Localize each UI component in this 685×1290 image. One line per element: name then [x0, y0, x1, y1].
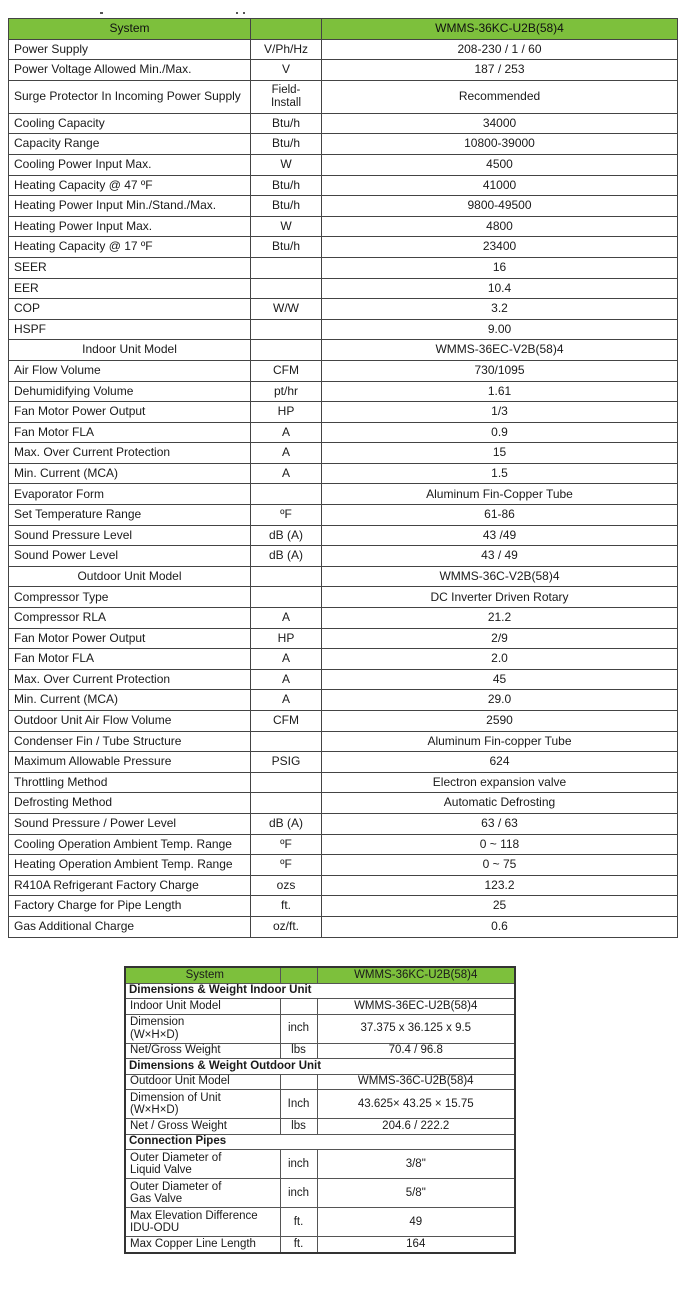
row-value: WMMS-36C-U2B(58)4 — [317, 1074, 515, 1090]
row-unit: PSIG — [251, 752, 322, 773]
table-row — [9, 463, 678, 484]
table-row — [9, 649, 678, 670]
row-value: 1.61 — [322, 381, 678, 402]
row-unit: A — [251, 443, 322, 464]
row-unit: ft. — [280, 1237, 317, 1253]
row-unit: ft. — [280, 1208, 317, 1237]
table-row — [9, 422, 678, 443]
row-unit — [251, 587, 322, 608]
row-value: WMMS-36C-V2B(58)4 — [322, 566, 678, 587]
row-value: 0.6 — [322, 916, 678, 937]
row-unit — [280, 999, 317, 1015]
row-unit: CFM — [251, 711, 322, 732]
row-unit: V — [251, 60, 322, 81]
table-row — [9, 257, 678, 278]
scan-mark — [243, 12, 245, 14]
row-label: Evaporator Form — [9, 484, 251, 505]
row-unit: ºF — [251, 505, 322, 526]
row-label: Heating Power Input Max. — [9, 216, 251, 237]
row-unit — [280, 1074, 317, 1090]
row-label: Max. Over Current Protection — [9, 669, 251, 690]
row-value: 61-86 — [322, 505, 678, 526]
row-unit: Btu/h — [251, 134, 322, 155]
row-label: Dimension of Unit (W×H×D) — [125, 1090, 280, 1119]
header-value: WMMS-36KC-U2B(58)4 — [317, 967, 515, 983]
dimensions-table-body — [125, 967, 515, 1253]
table-row — [125, 1074, 515, 1090]
row-value: 187 / 253 — [322, 60, 678, 81]
row-label: Dimension (W×H×D) — [125, 1014, 280, 1043]
row-unit — [251, 319, 322, 340]
row-value: 2590 — [322, 711, 678, 732]
row-label: Throttling Method — [9, 772, 251, 793]
table-row — [9, 216, 678, 237]
table-row — [9, 628, 678, 649]
specifications-table-body — [9, 19, 678, 938]
table-row — [9, 237, 678, 258]
row-value: WMMS-36EC-U2B(58)4 — [317, 999, 515, 1015]
row-value: 3/8" — [317, 1150, 515, 1179]
section-heading: Connection Pipes — [125, 1134, 515, 1150]
table-row — [9, 855, 678, 876]
row-unit: A — [251, 608, 322, 629]
row-unit: oz/ft. — [251, 916, 322, 937]
row-value: 164 — [317, 1237, 515, 1253]
table-row — [9, 60, 678, 81]
row-label: EER — [9, 278, 251, 299]
row-unit — [251, 772, 322, 793]
row-value: 2/9 — [322, 628, 678, 649]
row-label: Fan Motor Power Output — [9, 628, 251, 649]
row-label: Heating Operation Ambient Temp. Range — [9, 855, 251, 876]
header-value: WMMS-36KC-U2B(58)4 — [322, 19, 678, 40]
table-row — [9, 731, 678, 752]
table-row — [9, 669, 678, 690]
table-row — [9, 896, 678, 917]
row-label: Outdoor Unit Air Flow Volume — [9, 711, 251, 732]
row-label: Capacity Range — [9, 134, 251, 155]
row-value: Aluminum Fin-copper Tube — [322, 731, 678, 752]
row-value: 63 / 63 — [322, 813, 678, 834]
section-heading: Dimensions & Weight Outdoor Unit — [125, 1059, 515, 1075]
row-label: Indoor Unit Model — [125, 999, 280, 1015]
section-heading-row — [125, 1134, 515, 1150]
row-unit: HP — [251, 402, 322, 423]
table-row — [9, 587, 678, 608]
table-row — [125, 1043, 515, 1059]
row-value: 15 — [322, 443, 678, 464]
section-heading-row — [125, 983, 515, 999]
section-row — [9, 340, 678, 361]
row-label: Indoor Unit Model — [9, 340, 251, 361]
row-label: Cooling Operation Ambient Temp. Range — [9, 834, 251, 855]
row-unit: W/W — [251, 299, 322, 320]
row-label: Compressor Type — [9, 587, 251, 608]
row-label: Heating Capacity @ 17 ºF — [9, 237, 251, 258]
row-label: R410A Refrigerant Factory Charge — [9, 875, 251, 896]
row-label: Power Voltage Allowed Min./Max. — [9, 60, 251, 81]
row-label: Factory Charge for Pipe Length — [9, 896, 251, 917]
row-label: Max. Over Current Protection — [9, 443, 251, 464]
row-unit: pt/hr — [251, 381, 322, 402]
row-value: 49 — [317, 1208, 515, 1237]
row-value: 4500 — [322, 154, 678, 175]
table-row — [9, 113, 678, 134]
row-value: Aluminum Fin-Copper Tube — [322, 484, 678, 505]
row-value: 45 — [322, 669, 678, 690]
table-row — [9, 39, 678, 60]
table-row — [9, 608, 678, 629]
row-unit: dB (A) — [251, 525, 322, 546]
row-label: Outer Diameter of Gas Valve — [125, 1179, 280, 1208]
dimensions-table — [124, 966, 516, 1254]
row-label: Net/Gross Weight — [125, 1043, 280, 1059]
row-label: Compressor RLA — [9, 608, 251, 629]
table-row — [9, 299, 678, 320]
row-unit — [251, 566, 322, 587]
row-unit: inch — [280, 1150, 317, 1179]
row-unit — [251, 484, 322, 505]
table-row — [9, 443, 678, 464]
table-row — [9, 360, 678, 381]
row-value: 43 /49 — [322, 525, 678, 546]
row-label: Outdoor Unit Model — [125, 1074, 280, 1090]
table-row — [9, 834, 678, 855]
row-unit: Btu/h — [251, 237, 322, 258]
row-unit: CFM — [251, 360, 322, 381]
row-unit: lbs — [280, 1119, 317, 1135]
table-row — [9, 813, 678, 834]
row-value: 37.375 x 36.125 x 9.5 — [317, 1014, 515, 1043]
row-value: 16 — [322, 257, 678, 278]
table-row — [9, 690, 678, 711]
table-row — [9, 175, 678, 196]
row-unit: ft. — [251, 896, 322, 917]
row-value: Recommended — [322, 80, 678, 113]
specifications-table — [8, 18, 678, 938]
table-row — [125, 1119, 515, 1135]
table-row — [9, 402, 678, 423]
section-heading-row — [125, 1059, 515, 1075]
scan-mark — [100, 12, 103, 14]
table-row — [125, 999, 515, 1015]
row-unit: Btu/h — [251, 175, 322, 196]
row-unit: ozs — [251, 875, 322, 896]
row-value: 3.2 — [322, 299, 678, 320]
row-value: 9.00 — [322, 319, 678, 340]
section-heading: Dimensions & Weight Indoor Unit — [125, 983, 515, 999]
row-unit: A — [251, 690, 322, 711]
table-header-row — [125, 967, 515, 983]
row-value: 1/3 — [322, 402, 678, 423]
row-label: Surge Protector In Incoming Power Supply — [9, 80, 251, 113]
row-unit: Btu/h — [251, 113, 322, 134]
row-label: Fan Motor FLA — [9, 422, 251, 443]
table-row — [9, 80, 678, 113]
row-unit: W — [251, 154, 322, 175]
row-unit: Field-Install — [251, 80, 322, 113]
row-label: Dehumidifying Volume — [9, 381, 251, 402]
table-row — [9, 505, 678, 526]
row-label: Defrosting Method — [9, 793, 251, 814]
header-label: System — [9, 19, 251, 40]
row-label: Sound Pressure / Power Level — [9, 813, 251, 834]
row-value: WMMS-36EC-V2B(58)4 — [322, 340, 678, 361]
row-label: Min. Current (MCA) — [9, 463, 251, 484]
row-unit: dB (A) — [251, 813, 322, 834]
row-label: Min. Current (MCA) — [9, 690, 251, 711]
row-unit: A — [251, 463, 322, 484]
table-row — [125, 1208, 515, 1237]
row-unit — [251, 278, 322, 299]
row-unit: HP — [251, 628, 322, 649]
table-header-row — [9, 19, 678, 40]
row-unit: ºF — [251, 855, 322, 876]
row-value: DC Inverter Driven Rotary — [322, 587, 678, 608]
row-unit: inch — [280, 1179, 317, 1208]
row-value: 4800 — [322, 216, 678, 237]
row-label: Air Flow Volume — [9, 360, 251, 381]
table-row — [9, 196, 678, 217]
row-value: 0.9 — [322, 422, 678, 443]
row-value: 10.4 — [322, 278, 678, 299]
header-unit — [251, 19, 322, 40]
row-value: 25 — [322, 896, 678, 917]
table-row — [125, 1150, 515, 1179]
table-row — [9, 875, 678, 896]
row-label: Set Temperature Range — [9, 505, 251, 526]
row-value: 41000 — [322, 175, 678, 196]
row-label: COP — [9, 299, 251, 320]
scan-mark — [236, 12, 238, 14]
row-value: Electron expansion valve — [322, 772, 678, 793]
row-label: Sound Pressure Level — [9, 525, 251, 546]
row-value: 2.0 — [322, 649, 678, 670]
row-label: Heating Capacity @ 47 ºF — [9, 175, 251, 196]
table-row — [9, 772, 678, 793]
table-row — [9, 381, 678, 402]
row-value: 0 ~ 75 — [322, 855, 678, 876]
row-label: Fan Motor Power Output — [9, 402, 251, 423]
table-row — [9, 546, 678, 567]
row-value: 70.4 / 96.8 — [317, 1043, 515, 1059]
row-unit: lbs — [280, 1043, 317, 1059]
row-unit: A — [251, 649, 322, 670]
header-unit — [280, 967, 317, 983]
table-row — [9, 916, 678, 937]
row-label: Fan Motor FLA — [9, 649, 251, 670]
row-label: Max Copper Line Length — [125, 1237, 280, 1253]
row-label: Power Supply — [9, 39, 251, 60]
row-value: 9800-49500 — [322, 196, 678, 217]
row-label: HSPF — [9, 319, 251, 340]
row-value: 730/1095 — [322, 360, 678, 381]
table-row — [125, 1179, 515, 1208]
row-unit: ºF — [251, 834, 322, 855]
row-value: 123.2 — [322, 875, 678, 896]
row-unit: V/Ph/Hz — [251, 39, 322, 60]
table-row — [9, 711, 678, 732]
table-row — [9, 752, 678, 773]
table-row — [125, 1237, 515, 1253]
table-row — [125, 1014, 515, 1043]
row-label: Outdoor Unit Model — [9, 566, 251, 587]
row-value: 0 ~ 118 — [322, 834, 678, 855]
row-value: 1.5 — [322, 463, 678, 484]
row-unit: W — [251, 216, 322, 237]
table-row — [9, 134, 678, 155]
row-value: 21.2 — [322, 608, 678, 629]
row-unit: inch — [280, 1014, 317, 1043]
row-unit: A — [251, 669, 322, 690]
row-label: Heating Power Input Min./Stand./Max. — [9, 196, 251, 217]
row-value: 34000 — [322, 113, 678, 134]
row-value: Automatic Defrosting — [322, 793, 678, 814]
row-label: Max Elevation Difference IDU-ODU — [125, 1208, 280, 1237]
row-label: Gas Additional Charge — [9, 916, 251, 937]
row-value: 23400 — [322, 237, 678, 258]
row-label: Condenser Fin / Tube Structure — [9, 731, 251, 752]
row-value: 29.0 — [322, 690, 678, 711]
table-row — [9, 525, 678, 546]
table-row — [9, 484, 678, 505]
row-label: Outer Diameter of Liquid Valve — [125, 1150, 280, 1179]
row-value: 10800-39000 — [322, 134, 678, 155]
row-unit — [251, 731, 322, 752]
row-unit: Inch — [280, 1090, 317, 1119]
row-unit: Btu/h — [251, 196, 322, 217]
table-row — [9, 793, 678, 814]
row-value: 204.6 / 222.2 — [317, 1119, 515, 1135]
row-unit: A — [251, 422, 322, 443]
row-label: Sound Power Level — [9, 546, 251, 567]
table-row — [9, 154, 678, 175]
row-label: SEER — [9, 257, 251, 278]
row-unit — [251, 257, 322, 278]
row-unit — [251, 340, 322, 361]
row-value: 624 — [322, 752, 678, 773]
row-unit: dB (A) — [251, 546, 322, 567]
row-value: 43.625× 43.25 × 15.75 — [317, 1090, 515, 1119]
row-value: 208-230 / 1 / 60 — [322, 39, 678, 60]
table-row — [9, 319, 678, 340]
row-label: Cooling Power Input Max. — [9, 154, 251, 175]
row-value: 5/8" — [317, 1179, 515, 1208]
header-label: System — [125, 967, 280, 983]
row-value: 43 / 49 — [322, 546, 678, 567]
table-row — [9, 278, 678, 299]
table-row — [125, 1090, 515, 1119]
row-label: Maximum Allowable Pressure — [9, 752, 251, 773]
section-row — [9, 566, 678, 587]
row-unit — [251, 793, 322, 814]
row-label: Net / Gross Weight — [125, 1119, 280, 1135]
row-label: Cooling Capacity — [9, 113, 251, 134]
